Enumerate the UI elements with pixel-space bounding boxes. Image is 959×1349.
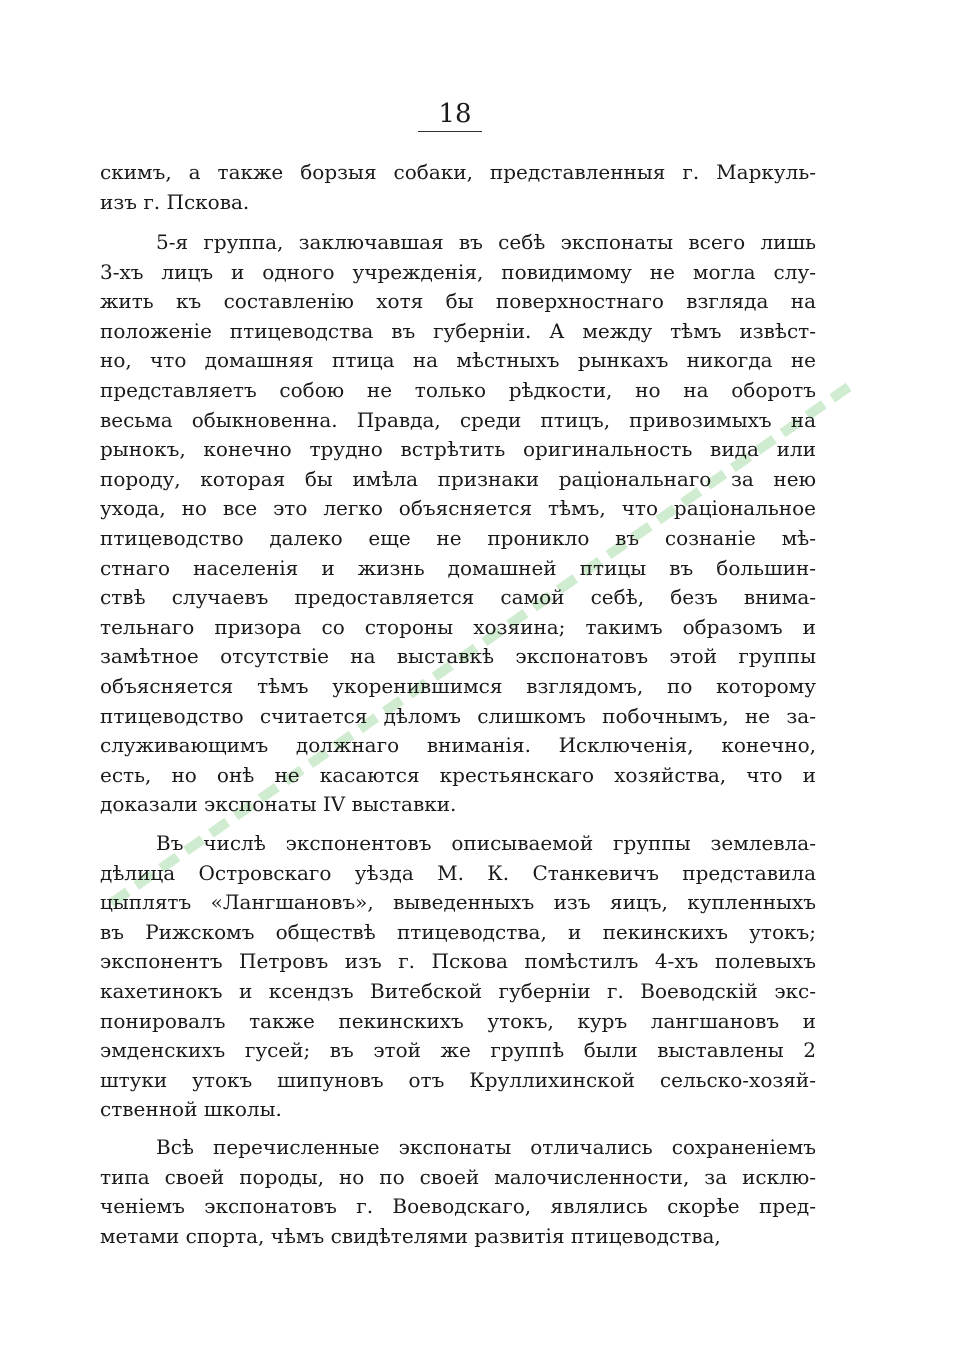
text-line: жить къ составленію хотя бы поверхностнаго взгляда на [100, 289, 816, 314]
text-line: дѣлица Островскаго уѣзда М. К. Станкевичъ представила [100, 860, 816, 885]
page-number-rule [418, 131, 482, 132]
text-line: скимъ, а также борзыя собаки, представленныя г. Маркуль- [100, 160, 816, 184]
text-line: ственной школы. [100, 1097, 282, 1122]
text-line: эмденскихъ гусей; въ этой же группѣ были выставлены 2 [100, 1038, 816, 1063]
text-line: весьма обыкновенна. Правда, среди птицъ, привозимыхъ на [100, 407, 816, 432]
text-line: кахетинокъ и ксендзъ Витебской губерніи г. Воеводскій экс- [100, 978, 816, 1003]
paragraph-2 [100, 228, 816, 820]
text-line: въ Рижскомъ обществѣ птицеводства, и пекинскихъ утокъ; [100, 919, 816, 944]
text-line: Въ числѣ экспонентовъ описываемой группы землевла- [156, 831, 816, 855]
text-line: стнаго населенія и жизнь домашней птицы въ большин- [100, 555, 816, 580]
text-line: но, что домашняя птица на мѣстныхъ рынкахъ никогда не [100, 348, 816, 373]
text-line: Всѣ перечисленные экспонаты отличались сохраненіемъ [156, 1135, 816, 1159]
text-line: птицеводство далеко еще не проникло въ сознаніе мѣ- [100, 525, 816, 550]
text-line: рынокъ, конечно трудно встрѣтить оригинальность вида или [100, 437, 816, 462]
text-line: 3-хъ лицъ и одного учрежденія, повидимому не могла слу- [100, 259, 816, 284]
text-line: метами спорта, чѣмъ свидѣтелями развитія птицеводства, [100, 1223, 721, 1248]
text-line: цыплятъ «Лангшановъ», выведенныхъ изъ яицъ, купленныхъ [100, 890, 816, 915]
text-line: птицеводство считается дѣломъ слишкомъ побочнымъ, не за- [100, 703, 816, 728]
text-line: объясняется тѣмъ укоренившимся взглядомъ, по которому [100, 673, 816, 698]
text-line: породу, которая бы имѣла признаки раціональнаго за нею [100, 466, 816, 491]
text-line: понировалъ также пекинскихъ утокъ, куръ лангшановъ и [100, 1008, 816, 1033]
paragraph-1 [100, 158, 816, 217]
text-line: тельнаго призора со стороны хозяина; такимъ образомъ и [100, 614, 816, 639]
text-line: типа своей породы, но по своей малочисленности, за исклю- [100, 1164, 816, 1189]
text-line: изъ г. Пскова. [100, 189, 250, 214]
text-line: ченіемъ экспонатовъ г. Воеводскаго, являлись скорѣе пред- [100, 1194, 816, 1219]
text-line: экспонентъ Петровъ изъ г. Пскова помѣстилъ 4-хъ полевыхъ [100, 949, 816, 974]
text-line: служивающимъ должнаго вниманія. Исключенія, конечно, [100, 733, 816, 758]
paragraph-4 [100, 1133, 816, 1251]
text-line: 5-я группа, заключавшая въ себѣ экспонаты всего лишь [156, 230, 816, 254]
text-line: есть, но онѣ не касаются крестьянскаго хозяйства, что и [100, 762, 816, 787]
text-line: ухода, но все это легко объясняется тѣмъ, что раціональное [100, 496, 816, 521]
text-line: замѣтное отсутствіе на выставкѣ экспонатовъ этой группы [100, 644, 816, 669]
text-line: штуки утокъ шипуновъ отъ Круллихинской сельско-хозяй- [100, 1067, 816, 1092]
page-number: 18 [438, 99, 472, 129]
text-line: представляетъ собою не только рѣдкости, но на оборотъ [100, 377, 816, 402]
paragraph-3 [100, 829, 816, 1125]
text-line: положеніе птицеводства въ губерніи. А между тѣмъ извѣст- [100, 318, 816, 343]
text-line: доказали экспонаты IV выставки. [100, 792, 457, 817]
text-line: ствѣ случаевъ предоставляется самой себѣ, безъ внима- [100, 585, 816, 610]
